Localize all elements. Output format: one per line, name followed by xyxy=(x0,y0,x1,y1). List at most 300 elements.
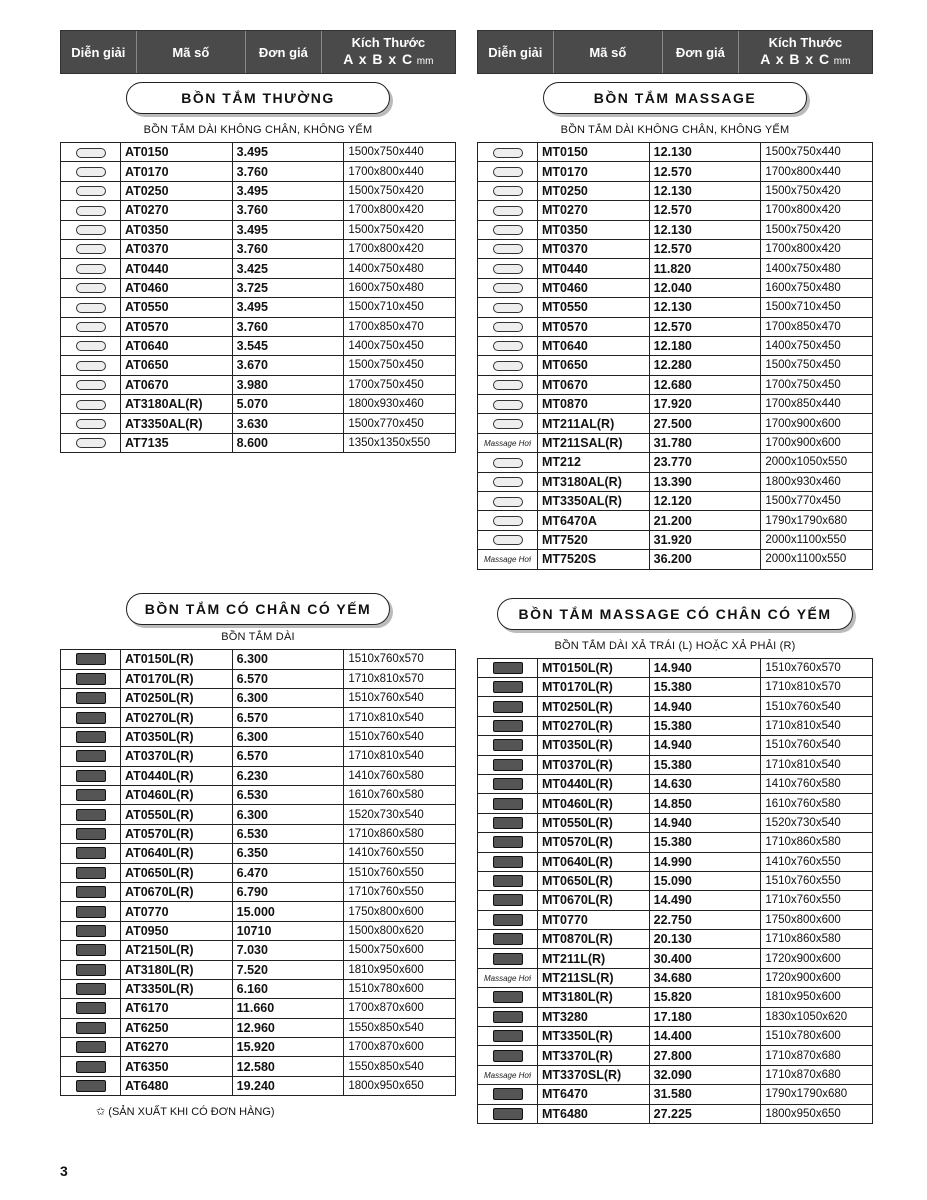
product-code: MT3370L(R) xyxy=(538,1046,650,1065)
bathtub-icon xyxy=(493,1030,523,1042)
unit-price: 6.300 xyxy=(232,727,344,746)
product-code: MT211SL(R) xyxy=(538,968,650,987)
star-icon: ✩ xyxy=(96,1106,109,1118)
unit-price: 27.500 xyxy=(649,414,761,433)
table-row xyxy=(478,356,873,375)
dimensions: 1400x750x480 xyxy=(344,259,456,278)
product-code: AT3180AL(R) xyxy=(121,395,233,414)
table-row xyxy=(61,278,456,297)
dimensions: 2000x1100x550 xyxy=(761,550,873,569)
bathtub-icon xyxy=(76,283,106,293)
tub-icon-cell xyxy=(61,882,121,901)
bathtub-icon xyxy=(76,925,106,937)
tub-icon-cell xyxy=(61,727,121,746)
table-row xyxy=(478,755,873,774)
tub-icon-cell xyxy=(61,669,121,688)
tub-icon-cell xyxy=(478,1027,538,1046)
unit-price: 14.490 xyxy=(649,891,761,910)
unit-price: 15.380 xyxy=(649,833,761,852)
tub-icon-cell xyxy=(61,375,121,394)
product-code: MT0440 xyxy=(538,259,650,278)
unit-price: 17.180 xyxy=(649,1007,761,1026)
dimensions: 1610x760x580 xyxy=(761,794,873,813)
product-code: MT7520S xyxy=(538,550,650,569)
table-header xyxy=(477,30,873,74)
bathtub-icon xyxy=(76,148,106,158)
product-code: MT3370SL(R) xyxy=(538,1065,650,1084)
table-row xyxy=(478,511,873,530)
tub-icon-cell xyxy=(478,511,538,530)
unit-price: 12.130 xyxy=(649,143,761,162)
product-code: AT0250L(R) xyxy=(121,689,233,708)
unit-price: 15.380 xyxy=(649,677,761,696)
unit-price: 27.800 xyxy=(649,1046,761,1065)
massage-label: Massage Hơi xyxy=(483,1070,532,1080)
tub-icon-cell xyxy=(61,960,121,979)
tub-icon-cell xyxy=(478,201,538,220)
unit-price: 15.000 xyxy=(232,902,344,921)
bathtub-icon xyxy=(493,148,523,158)
section-subtitle: BỒN TẮM DÀI XẢ TRÁI (L) HOẶC XẢ PHẢI (R) xyxy=(554,639,796,652)
unit-price: 6.300 xyxy=(232,650,344,669)
dimensions: 1550x850x540 xyxy=(344,1018,456,1037)
tub-icon-cell xyxy=(478,813,538,832)
product-code: AT0460 xyxy=(121,278,233,297)
product-code: MT0370 xyxy=(538,239,650,258)
unit-price: 3.670 xyxy=(232,356,344,375)
product-code: AT0650L(R) xyxy=(121,863,233,882)
unit-price: 23.770 xyxy=(649,453,761,472)
tub-icon-cell xyxy=(478,852,538,871)
header-size-dims: A x B x C xyxy=(343,51,414,67)
table-row xyxy=(478,181,873,200)
tub-icon-cell xyxy=(478,143,538,162)
unit-price: 7.520 xyxy=(232,960,344,979)
unit-price: 12.130 xyxy=(649,181,761,200)
dimensions: 1810x950x600 xyxy=(344,960,456,979)
dimensions: 1710x860x580 xyxy=(761,930,873,949)
tub-icon-cell xyxy=(478,1065,538,1084)
tub-icon-cell xyxy=(478,1046,538,1065)
bathtub-icon xyxy=(76,867,106,879)
dimensions: 1510x760x550 xyxy=(344,863,456,882)
header-size-unit: mm xyxy=(416,56,434,67)
bathtub-icon xyxy=(493,817,523,829)
bathtub-icon xyxy=(76,983,106,995)
table-row xyxy=(478,472,873,491)
dimensions: 1350x1350x550 xyxy=(344,433,456,452)
dimensions: 1510x760x540 xyxy=(344,727,456,746)
header-size-dims: A x B x C xyxy=(760,51,831,67)
unit-price: 12.570 xyxy=(649,162,761,181)
product-code: MT0170L(R) xyxy=(538,677,650,696)
tub-icon-cell xyxy=(61,433,121,452)
tub-icon-cell xyxy=(61,395,121,414)
dimensions: 1710x870x680 xyxy=(761,1046,873,1065)
bathtub-icon xyxy=(76,1041,106,1053)
unit-price: 15.920 xyxy=(232,1038,344,1057)
bathtub-icon xyxy=(493,991,523,1003)
tub-icon-cell xyxy=(61,1057,121,1076)
product-code: MT0770 xyxy=(538,910,650,929)
massage-label: Massage Hơi xyxy=(483,439,532,449)
price-table xyxy=(60,142,456,453)
bathtub-icon xyxy=(76,264,106,274)
table-row xyxy=(61,1076,456,1095)
dimensions: 1700x800x420 xyxy=(344,239,456,258)
bathtub-icon xyxy=(493,720,523,732)
header-price: Đơn giá xyxy=(663,31,739,73)
product-code: AT3350L(R) xyxy=(121,979,233,998)
table-row xyxy=(61,395,456,414)
header-size-unit: mm xyxy=(833,56,851,67)
tub-icon-cell xyxy=(61,902,121,921)
table-row xyxy=(478,278,873,297)
tub-icon-cell xyxy=(61,941,121,960)
tub-icon-cell xyxy=(61,414,121,433)
tub-icon-cell xyxy=(478,697,538,716)
table-row xyxy=(61,882,456,901)
bathtub-icon xyxy=(493,206,523,216)
unit-price: 14.400 xyxy=(649,1027,761,1046)
product-code: AT6350 xyxy=(121,1057,233,1076)
product-code: AT0440 xyxy=(121,259,233,278)
product-code: AT0350 xyxy=(121,220,233,239)
unit-price: 6.230 xyxy=(232,766,344,785)
dimensions: 1700x850x470 xyxy=(344,317,456,336)
product-code: AT0550L(R) xyxy=(121,805,233,824)
table-row xyxy=(478,220,873,239)
dimensions: 1510x780x600 xyxy=(344,979,456,998)
unit-price: 3.980 xyxy=(232,375,344,394)
bathtub-icon xyxy=(76,1061,106,1073)
product-code: AT3180L(R) xyxy=(121,960,233,979)
unit-price: 3.545 xyxy=(232,336,344,355)
table-row xyxy=(61,650,456,669)
product-code: MT211SAL(R) xyxy=(538,433,650,452)
product-code: MT0370L(R) xyxy=(538,755,650,774)
table-row xyxy=(61,863,456,882)
price-table xyxy=(60,649,456,1096)
unit-price: 22.750 xyxy=(649,910,761,929)
unit-price: 3.495 xyxy=(232,298,344,317)
massage-label: Massage Hơi xyxy=(483,555,532,565)
table-row xyxy=(478,852,873,871)
table-row xyxy=(478,375,873,394)
dimensions: 1510x760x540 xyxy=(344,689,456,708)
dimensions: 1800x950x650 xyxy=(344,1076,456,1095)
header-size-title: Kích Thước xyxy=(351,35,426,50)
unit-price: 11.660 xyxy=(232,999,344,1018)
table-row xyxy=(478,1046,873,1065)
bathtub-icon xyxy=(493,914,523,926)
table-row xyxy=(61,824,456,843)
table-row xyxy=(61,433,456,452)
bathtub-icon xyxy=(76,770,106,782)
bathtub-icon xyxy=(76,380,106,390)
dimensions: 1800x930x460 xyxy=(761,472,873,491)
bathtub-icon xyxy=(493,535,523,545)
tub-icon-cell xyxy=(61,143,121,162)
table-row xyxy=(61,201,456,220)
bathtub-icon xyxy=(76,186,106,196)
unit-price: 3.495 xyxy=(232,181,344,200)
bathtub-icon xyxy=(76,964,106,976)
dimensions: 1500x710x450 xyxy=(761,298,873,317)
dimensions: 1710x810x540 xyxy=(344,747,456,766)
bathtub-icon xyxy=(493,497,523,507)
section-title: BỒN TẮM CÓ CHÂN CÓ YẾM xyxy=(126,593,390,625)
unit-price: 13.390 xyxy=(649,472,761,491)
dimensions: 1410x760x580 xyxy=(344,766,456,785)
table-row xyxy=(61,239,456,258)
table-row xyxy=(478,716,873,735)
bathtub-icon xyxy=(493,701,523,713)
tub-icon-cell xyxy=(478,677,538,696)
bathtub-icon xyxy=(76,1080,106,1092)
table-row xyxy=(478,774,873,793)
product-code: MT0460 xyxy=(538,278,650,297)
tub-icon-cell xyxy=(478,433,538,452)
dimensions: 1410x760x550 xyxy=(344,844,456,863)
product-code: MT0350L(R) xyxy=(538,736,650,755)
dimensions: 1700x870x600 xyxy=(344,1038,456,1057)
product-code: MT0670L(R) xyxy=(538,891,650,910)
product-code: MT6470 xyxy=(538,1085,650,1104)
tub-icon-cell xyxy=(478,736,538,755)
bathtub-icon xyxy=(493,1108,523,1120)
tub-icon-cell xyxy=(61,181,121,200)
bathtub-icon xyxy=(76,206,106,216)
product-code: AT3350AL(R) xyxy=(121,414,233,433)
tub-icon-cell xyxy=(61,844,121,863)
product-code: MT0440L(R) xyxy=(538,774,650,793)
section-subtitle: BỒN TẮM DÀI KHÔNG CHÂN, KHÔNG YẾM xyxy=(143,124,373,136)
unit-price: 3.760 xyxy=(232,317,344,336)
dimensions: 1720x900x600 xyxy=(761,949,873,968)
tub-icon-cell xyxy=(478,162,538,181)
product-code: AT0770 xyxy=(121,902,233,921)
table-row xyxy=(61,336,456,355)
dimensions: 1710x760x550 xyxy=(761,891,873,910)
bathtub-icon xyxy=(76,1022,106,1034)
table-row xyxy=(478,658,873,677)
dimensions: 1830x1050x620 xyxy=(761,1007,873,1026)
bathtub-icon xyxy=(493,264,523,274)
unit-price: 32.090 xyxy=(649,1065,761,1084)
tub-icon-cell xyxy=(478,317,538,336)
table-row xyxy=(61,317,456,336)
bathtub-icon xyxy=(76,225,106,235)
product-code: MT0460L(R) xyxy=(538,794,650,813)
table-row xyxy=(61,162,456,181)
tub-icon-cell xyxy=(478,988,538,1007)
unit-price: 36.200 xyxy=(649,550,761,569)
unit-price: 21.200 xyxy=(649,511,761,530)
unit-price: 14.630 xyxy=(649,774,761,793)
dimensions: 1510x760x540 xyxy=(761,736,873,755)
tub-icon-cell xyxy=(61,785,121,804)
dimensions: 1800x930x460 xyxy=(344,395,456,414)
table-row xyxy=(61,785,456,804)
tub-icon-cell xyxy=(61,1018,121,1037)
table-row xyxy=(478,736,873,755)
tub-icon-cell xyxy=(478,356,538,375)
product-code: AT0440L(R) xyxy=(121,766,233,785)
bathtub-icon xyxy=(493,458,523,468)
table-row xyxy=(478,968,873,987)
bathtub-icon xyxy=(493,662,523,674)
dimensions: 1400x750x450 xyxy=(344,336,456,355)
dimensions: 1500x750x420 xyxy=(344,181,456,200)
tub-icon-cell xyxy=(478,1085,538,1104)
bathtub-icon xyxy=(493,322,523,332)
product-code: MT3180AL(R) xyxy=(538,472,650,491)
tub-icon-cell xyxy=(478,891,538,910)
table-row xyxy=(61,1018,456,1037)
tub-icon-cell xyxy=(478,239,538,258)
product-code: AT2150L(R) xyxy=(121,941,233,960)
bathtub-icon xyxy=(76,419,106,429)
product-code: MT0150L(R) xyxy=(538,658,650,677)
product-code: AT0150 xyxy=(121,143,233,162)
unit-price: 15.820 xyxy=(649,988,761,1007)
tub-icon-cell xyxy=(61,805,121,824)
product-code: AT0950 xyxy=(121,921,233,940)
table-row xyxy=(478,697,873,716)
product-code: MT7520 xyxy=(538,530,650,549)
table-row xyxy=(478,259,873,278)
tub-icon-cell xyxy=(61,747,121,766)
bathtub-icon xyxy=(76,1002,106,1014)
unit-price: 27.225 xyxy=(649,1104,761,1123)
dimensions: 1700x850x470 xyxy=(761,317,873,336)
product-code: AT0460L(R) xyxy=(121,785,233,804)
tub-icon-cell xyxy=(478,220,538,239)
table-row xyxy=(478,530,873,549)
unit-price: 8.600 xyxy=(232,433,344,452)
bathtub-icon xyxy=(76,303,106,313)
product-code: MT211L(R) xyxy=(538,949,650,968)
product-code: MT0870L(R) xyxy=(538,930,650,949)
dimensions: 1510x760x550 xyxy=(761,871,873,890)
unit-price: 31.920 xyxy=(649,530,761,549)
bathtub-icon xyxy=(493,283,523,293)
section-title: BỒN TẮM THƯỜNG xyxy=(126,82,390,114)
table-row xyxy=(478,677,873,696)
tub-icon-cell xyxy=(478,1104,538,1123)
unit-price: 12.570 xyxy=(649,239,761,258)
unit-price: 34.680 xyxy=(649,968,761,987)
table-row xyxy=(478,930,873,949)
header-code: Mã số xyxy=(137,31,246,73)
dimensions: 1500x750x440 xyxy=(344,143,456,162)
unit-price: 30.400 xyxy=(649,949,761,968)
dimensions: 1500x750x600 xyxy=(344,941,456,960)
unit-price: 14.990 xyxy=(649,852,761,871)
unit-price: 12.180 xyxy=(649,336,761,355)
tub-icon-cell xyxy=(478,774,538,793)
footnote xyxy=(96,1105,275,1118)
header-desc: Diễn giải xyxy=(478,31,554,73)
bathtub-icon xyxy=(493,400,523,410)
product-code: MT0270 xyxy=(538,201,650,220)
unit-price: 12.960 xyxy=(232,1018,344,1037)
table-row xyxy=(61,669,456,688)
table-row xyxy=(478,239,873,258)
tub-icon-cell xyxy=(478,550,538,569)
massage-label: Massage Hơi xyxy=(483,974,532,984)
tub-icon-cell xyxy=(61,239,121,258)
unit-price: 6.300 xyxy=(232,805,344,824)
right-column xyxy=(477,30,873,1124)
product-code: AT7135 xyxy=(121,433,233,452)
table-row xyxy=(61,708,456,727)
product-code: AT0150L(R) xyxy=(121,650,233,669)
unit-price: 12.680 xyxy=(649,375,761,394)
unit-price: 11.820 xyxy=(649,259,761,278)
tub-icon-cell xyxy=(61,317,121,336)
unit-price: 31.580 xyxy=(649,1085,761,1104)
dimensions: 1710x810x540 xyxy=(344,708,456,727)
dimensions: 1720x900x600 xyxy=(761,968,873,987)
product-code: AT0170L(R) xyxy=(121,669,233,688)
table-row xyxy=(61,747,456,766)
table-row xyxy=(478,1007,873,1026)
unit-price: 12.130 xyxy=(649,220,761,239)
unit-price: 6.470 xyxy=(232,863,344,882)
bathtub-icon xyxy=(76,244,106,254)
product-code: MT6470A xyxy=(538,511,650,530)
tub-icon-cell xyxy=(478,1007,538,1026)
bathtub-icon xyxy=(76,731,106,743)
section-title: BỒN TẮM MASSAGE xyxy=(543,82,807,114)
bathtub-icon xyxy=(493,167,523,177)
dimensions: 1500x750x420 xyxy=(344,220,456,239)
table-row xyxy=(478,1027,873,1046)
dimensions: 1710x860x580 xyxy=(344,824,456,843)
product-code: AT0250 xyxy=(121,181,233,200)
bathtub-icon xyxy=(493,875,523,887)
unit-price: 3.495 xyxy=(232,143,344,162)
tub-icon-cell xyxy=(478,298,538,317)
price-table xyxy=(477,142,873,570)
table-row xyxy=(478,201,873,220)
unit-price: 6.530 xyxy=(232,824,344,843)
dimensions: 1400x750x480 xyxy=(761,259,873,278)
unit-price: 6.570 xyxy=(232,708,344,727)
dimensions: 1700x750x450 xyxy=(344,375,456,394)
unit-price: 15.380 xyxy=(649,755,761,774)
product-code: AT0640L(R) xyxy=(121,844,233,863)
unit-price: 12.280 xyxy=(649,356,761,375)
table-row xyxy=(61,902,456,921)
dimensions: 1410x760x580 xyxy=(761,774,873,793)
tub-icon-cell xyxy=(61,1038,121,1057)
bathtub-icon xyxy=(76,712,106,724)
tub-icon-cell xyxy=(478,375,538,394)
dimensions: 1410x760x550 xyxy=(761,852,873,871)
tub-icon-cell xyxy=(478,871,538,890)
tub-icon-cell xyxy=(61,921,121,940)
unit-price: 10710 xyxy=(232,921,344,940)
table-row xyxy=(61,1038,456,1057)
table-row xyxy=(61,181,456,200)
tub-icon-cell xyxy=(61,336,121,355)
dimensions: 1500x750x450 xyxy=(761,356,873,375)
tub-icon-cell xyxy=(61,999,121,1018)
dimensions: 1800x950x650 xyxy=(761,1104,873,1123)
